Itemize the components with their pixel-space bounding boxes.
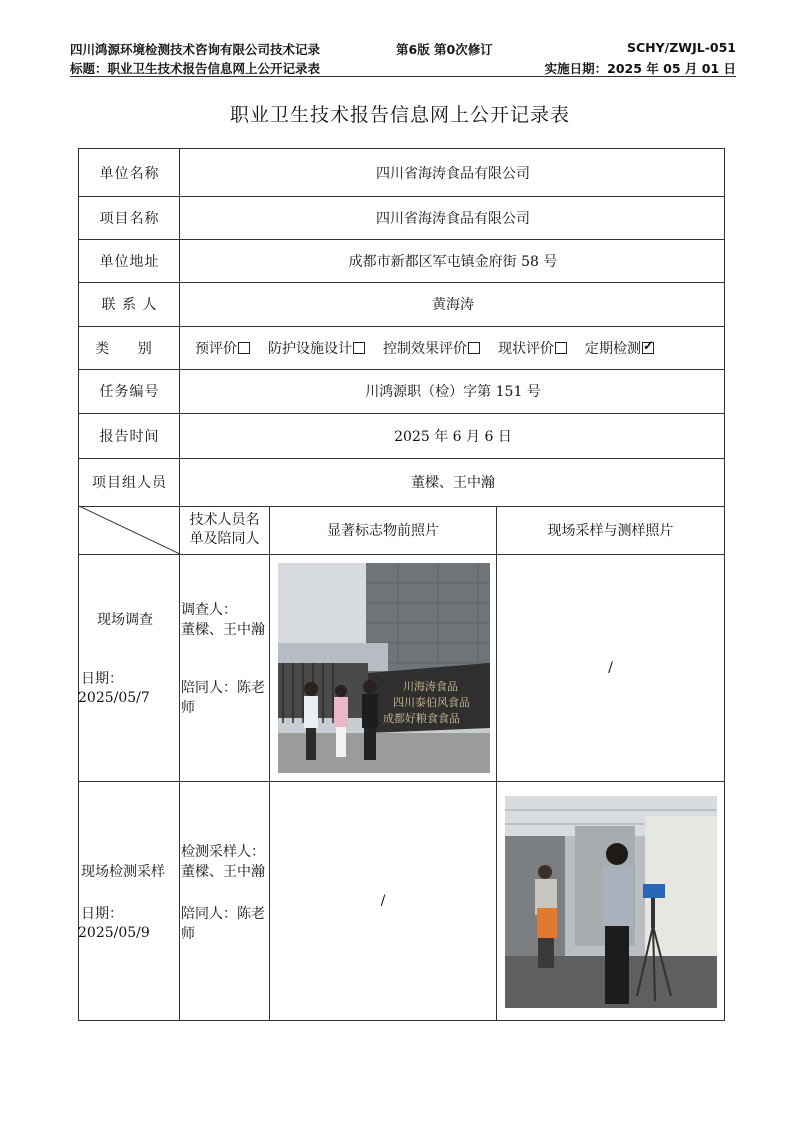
survey-date-label: 日期： bbox=[81, 671, 123, 687]
document-title: 职业卫生技术报告信息网上公开记录表 bbox=[229, 104, 570, 126]
version-info: 第6版 第0次修订 bbox=[396, 42, 493, 57]
value-task-no: 川鸿源职（检）字第 151 号 bbox=[365, 384, 541, 400]
checkbox-pre-evaluation[interactable] bbox=[238, 342, 250, 354]
survey-staff-label: 调查人： bbox=[181, 602, 237, 618]
col-header-sampling-photo: 现场采样与测样照片 bbox=[547, 523, 674, 539]
label-category: 类 别 bbox=[95, 340, 164, 357]
survey-staff: 董樑、王中瀚 bbox=[181, 622, 265, 638]
value-contact: 黄海涛 bbox=[432, 297, 474, 313]
value-report-time: 2025 年 6 月 6 日 bbox=[394, 428, 512, 445]
testing-label: 现场检测采样 bbox=[81, 864, 165, 880]
diagonal-corner-line bbox=[79, 506, 180, 554]
document-number: SCHY/ZWJL-051 bbox=[626, 40, 736, 55]
testing-companion: 陪同人：陈老 bbox=[181, 906, 265, 922]
value-project-name: 四川省海涛食品有限公司 bbox=[376, 210, 530, 227]
checkbox-control-effect[interactable] bbox=[468, 342, 480, 354]
survey-companion: 陪同人：陈老 bbox=[181, 680, 265, 696]
col-header-staff: 技术人员名 单及陪同人 bbox=[189, 512, 260, 547]
testing-landmark-photo-placeholder: / bbox=[380, 892, 386, 909]
option-pre-evaluation[interactable]: 预评价 bbox=[195, 338, 250, 358]
testing-staff-label: 检测采样人： bbox=[181, 844, 265, 860]
header-title-line: 标题：职业卫生技术报告信息网上公开记录表 bbox=[70, 61, 321, 76]
doc-header-row-1 bbox=[70, 38, 736, 58]
checkbox-protection-design[interactable] bbox=[353, 342, 365, 354]
doc-header-row-2 bbox=[70, 57, 736, 77]
testing-staff: 董樑、王中瀚 bbox=[181, 864, 265, 880]
checkbox-periodic-testing[interactable] bbox=[642, 342, 654, 354]
effective-date: 实施日期：2025 年 05 月 01 日 bbox=[544, 61, 736, 76]
label-report-time: 报告时间 bbox=[99, 428, 160, 445]
label-contact: 联 系 人 bbox=[101, 297, 158, 313]
landmark-photo bbox=[278, 563, 490, 773]
value-team: 董樑、王中瀚 bbox=[411, 475, 495, 491]
label-project-name: 项目名称 bbox=[99, 210, 160, 227]
testing-companion-cont: 师 bbox=[181, 926, 195, 942]
record-table bbox=[78, 148, 725, 1021]
option-periodic-testing[interactable]: 定期检测✓ bbox=[585, 338, 654, 358]
category-options bbox=[180, 326, 726, 369]
testing-date: 2025/05/9 bbox=[78, 925, 150, 941]
option-control-effect[interactable]: 控制效果评价 bbox=[383, 338, 480, 358]
value-address: 成都市新都区军屯镇金府街 58 号 bbox=[348, 253, 558, 270]
survey-companion-cont: 师 bbox=[181, 700, 195, 716]
checkbox-status-evaluation[interactable] bbox=[555, 342, 567, 354]
option-status-evaluation[interactable]: 现状评价 bbox=[498, 338, 567, 358]
col-header-landmark-photo: 显著标志物前照片 bbox=[327, 523, 439, 539]
label-unit-name: 单位名称 bbox=[99, 165, 160, 182]
survey-sampling-photo-placeholder: / bbox=[608, 659, 613, 676]
label-team: 项目组人员 bbox=[92, 475, 167, 491]
option-protection-design[interactable]: 防护设施设计 bbox=[268, 338, 365, 358]
sign-line-3: 成都好粮食食品 bbox=[383, 712, 460, 725]
sign-line-2: 四川泰伯风食品 bbox=[393, 696, 470, 709]
label-address: 单位地址 bbox=[99, 253, 160, 270]
testing-date-label: 日期： bbox=[81, 906, 123, 922]
sampling-photo bbox=[505, 796, 717, 1008]
survey-label: 现场调查 bbox=[97, 612, 153, 628]
sign-line-1: 川海涛食品 bbox=[403, 680, 458, 693]
survey-date: 2025/05/7 bbox=[78, 690, 150, 706]
company-record-title: 四川鸿源环境检测技术咨询有限公司技术记录 bbox=[70, 42, 321, 57]
value-unit-name: 四川省海涛食品有限公司 bbox=[376, 165, 530, 182]
label-task-no: 任务编号 bbox=[99, 384, 160, 400]
